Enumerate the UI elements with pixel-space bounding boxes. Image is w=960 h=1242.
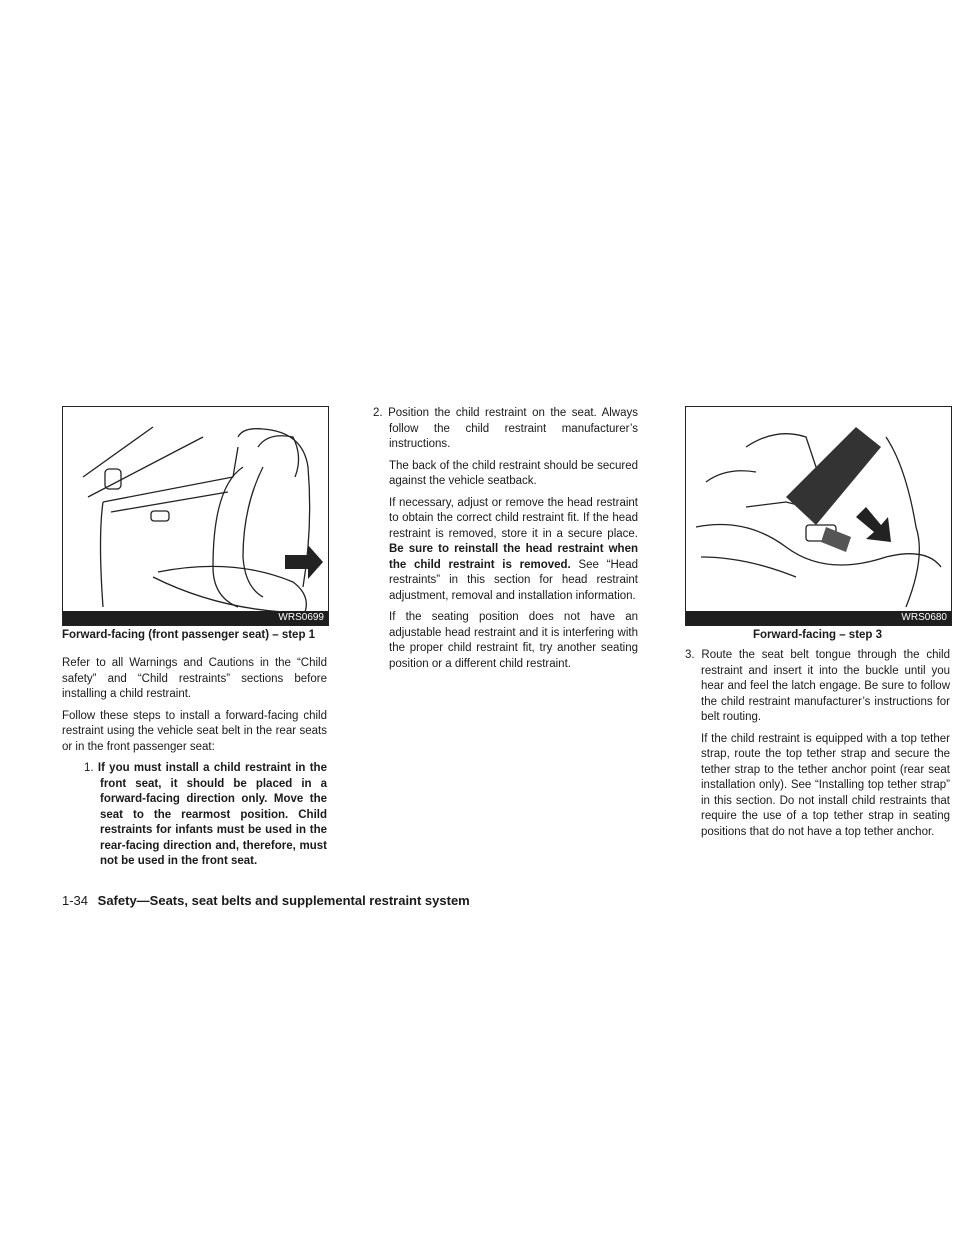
step-number: 3.	[685, 649, 695, 661]
step-text: Position the child restraint on the seat. Always follow the child restraint manufacturer’s instructions.	[388, 407, 638, 450]
figure-code: WRS0699	[63, 611, 328, 625]
step-1	[62, 761, 327, 870]
paragraph: If the seating position does not have an adjustable head restraint and it is interfering with the proper child restraint fit, try another seating position or a different child restraint.	[389, 611, 638, 670]
step-text: Route the seat belt tongue through the child restraint and insert it into the buckle until you hear and feel the latch engage. Be sure to follow the child restraint manufacturer’s instructions for belt routing.	[701, 649, 950, 723]
step-3	[685, 648, 950, 726]
figure-caption: Forward-facing (front passenger seat) – step 1	[62, 629, 316, 641]
page-footer	[62, 893, 470, 908]
step-number: 2.	[373, 407, 383, 419]
figure-seat-belt-buckle	[685, 406, 952, 626]
figure-code: WRS0680	[686, 611, 951, 625]
step-number: 1.	[84, 762, 94, 774]
seat-illustration	[63, 407, 328, 625]
page-number: 1-34	[62, 893, 89, 908]
column-3-text	[685, 648, 950, 846]
paragraph: Refer to all Warnings and Cautions in the “Child safety” and “Child restraints” sections before installing a child restraint.	[62, 657, 327, 700]
buckle-illustration	[686, 407, 951, 625]
step-2	[373, 406, 638, 453]
paragraph: The back of the child restraint should be secured against the vehicle seatback.	[389, 459, 638, 487]
step-text: If you must install a child restraint in the front seat, it should be placed in a forward-facing direction only. Move the seat to the rearmost position. Child restraints for infants must be used in the rear-facing direction and, therefore, must not be used in the front seat.	[97, 762, 327, 867]
section-title: Safety—Seats, seat belts and supplemental restraint system	[97, 893, 470, 908]
column-1-text	[62, 656, 327, 876]
paragraph: Follow these steps to install a forward-facing child restraint using the vehicle seat belt in the rear seats or in the front passenger seat:	[62, 709, 327, 753]
figure-front-passenger-seat	[62, 406, 329, 626]
paragraph: If necessary, adjust or remove the head restraint to obtain the correct child restraint fit. If the head restraint is removed, store it in a secure place. Be sure to reinstall the head restraint when the child restraint is removed. See “Head restraints” in this section for head restraint adjustment, removal and installation information.	[389, 496, 638, 602]
column-2-text	[373, 406, 638, 678]
figure-caption: Forward-facing – step 3	[752, 629, 883, 641]
paragraph: If the child restraint is equipped with a top tether strap, route the top tether strap and secure the tether strap to the tether anchor point (rear seat installation only). See “Installing top tether strap” in this section. Do not install child restraints that require the use of a top tether strap in seating positions that do not have a top tether anchor.	[701, 732, 950, 838]
